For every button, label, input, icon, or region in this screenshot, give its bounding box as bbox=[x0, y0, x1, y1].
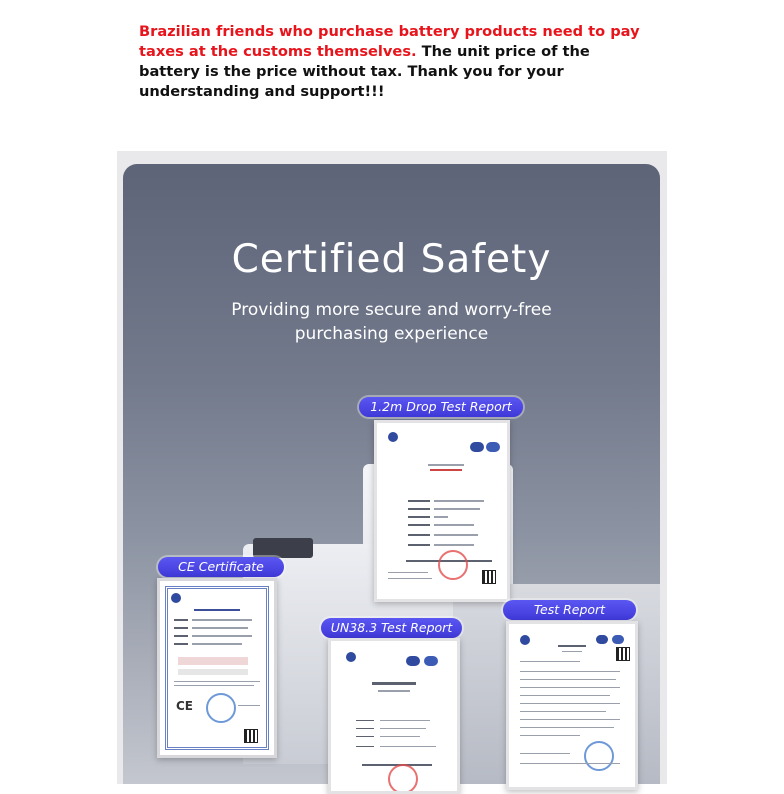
lab-logo-icon bbox=[171, 593, 181, 603]
qr-code-icon bbox=[616, 647, 630, 661]
lab-logo-icon bbox=[346, 652, 356, 662]
customs-notice-black: The unit price of the battery is the price without tax. Thank you for your understanding and support!!! bbox=[139, 43, 590, 100]
accreditation-logo-icon bbox=[406, 656, 420, 666]
test-report-badge: Test Report bbox=[503, 600, 636, 620]
qr-code-icon bbox=[482, 570, 496, 584]
ce-certificate-document bbox=[157, 578, 277, 758]
banner-subtitle: Providing more secure and worry-free purchasing experience bbox=[231, 300, 552, 344]
cnas-logo-icon bbox=[612, 635, 624, 644]
seal-icon bbox=[584, 741, 614, 771]
cnas-logo-icon bbox=[424, 656, 438, 666]
podium-dark-block bbox=[253, 538, 313, 558]
seal-icon bbox=[206, 693, 236, 723]
lab-logo-icon bbox=[520, 635, 530, 645]
stamp-icon bbox=[438, 550, 468, 580]
customs-notice-red: Brazilian friends who purchase battery products need to pay taxes at the customs themselves. bbox=[139, 23, 640, 60]
un383-document bbox=[328, 638, 460, 794]
ce-mark-icon: CE bbox=[176, 699, 194, 713]
ce-certificate-badge: CE Certificate bbox=[158, 557, 284, 577]
accreditation-logo-icon bbox=[596, 635, 608, 644]
test-report-document bbox=[506, 621, 638, 790]
un383-badge: UN38.3 Test Report bbox=[321, 618, 462, 638]
lab-logo-icon bbox=[388, 432, 398, 442]
stamp-icon bbox=[388, 764, 418, 794]
drop-test-document bbox=[374, 420, 510, 602]
drop-test-badge: 1.2m Drop Test Report bbox=[359, 397, 523, 417]
banner-title: Certified Safety bbox=[231, 237, 552, 282]
customs-notice bbox=[139, 22, 654, 102]
accreditation-logo-icon bbox=[470, 442, 484, 452]
qr-code-icon bbox=[244, 729, 258, 743]
cnas-logo-icon bbox=[486, 442, 500, 452]
